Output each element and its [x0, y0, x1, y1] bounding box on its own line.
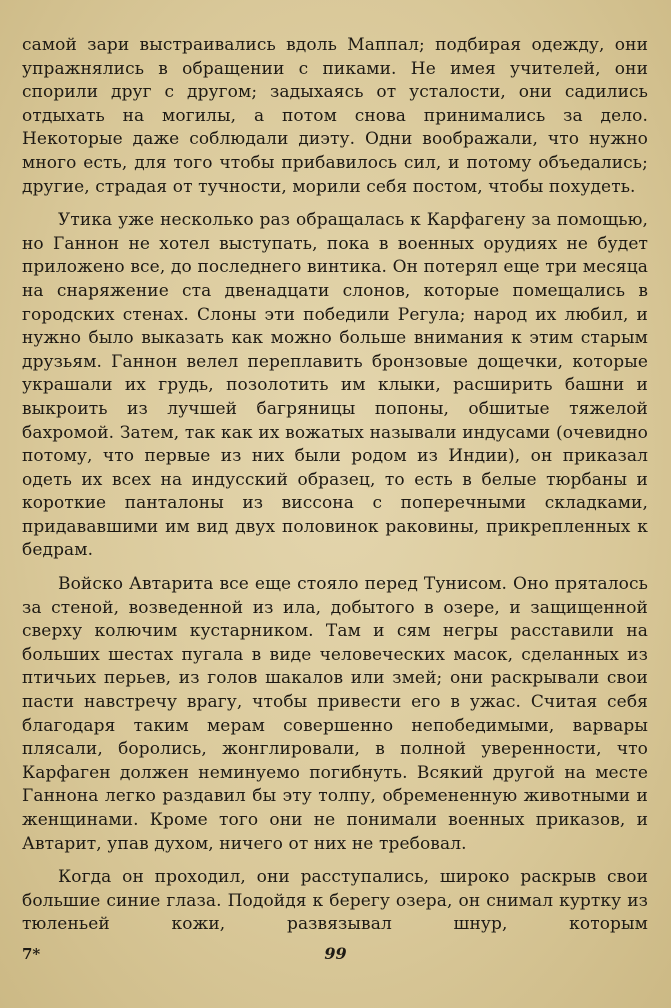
paragraph-3: Войско Автарита все еще стояло перед Тунисом. Оно пряталось за стеной, возведенной из ила, добытого в озере, и защищенной сверху колючим кустарником. Там и сям негры расставили на больших шестах пугала в виде человеческих масок, сделанных из птичьих перьев, из голов шакалов или змей; они раскрывали свои пасти навстречу врагу, чтобы привести его в ужас. Считая себя благодаря таким мерам совершенно непобедимыми, варвары плясали, боролись, жонглировали, в полной уверенности, что Карфаген должен неминуемо погибнуть. Всякий другой на месте Ганнона легко раздавил бы эту толпу, обремененную животными и женщинами. Кроме того они не понимали военных приказов, и Автарит, упав духом, ничего от них не требовал.	[22, 574, 648, 854]
paragraph-1: самой зари выстраивались вдоль Маппал; подбирая одежду, они упражнялись в обращении с пиками. Не имея учителей, они спорили друг с другом; задыхаясь от усталости, они садились отдыхать на могилы, а потом снова принимались за дело. Некоторые даже соблюдали диэту. Одни воображали, что нужно много есть, для того чтобы прибавилось сил, и потому объедались; другие, страдая от тучности, морили себя постом, чтобы похудеть.	[22, 35, 648, 197]
body-text	[22, 34, 648, 937]
printer-signature-mark: 7*	[22, 945, 41, 963]
paragraph-4: Когда он проходил, они расступались, широко раскрыв свои большие синие глаза. Подойдя к берегу озера, он снимал куртку из тюленьей кожи, развязывал шнур, которым	[22, 867, 648, 935]
paragraph-2: Утика уже несколько раз обращалась к Карфагену за помощью, но Ганнон не хотел выступать, пока в военных орудиях не будет приложено все, до последнего винтика. Он потерял еще три месяца на снаряжение ста двенадцати слонов, которые помещались в городских стенах. Слоны эти победили Регула; народ их любил, и нужно было выказать как можно больше внимания к этим старым друзьям. Ганнон велел переплавить бронзовые дощечки, которые украшали их грудь, позолотить им клыки, расширить башни и выкроить из лучшей багряницы попоны, обшитые тяжелой бахромой. Затем, так как их вожатых называли индусами (очевидно потому, что первые из них были родом из Индии), он приказал одеть их всех на индусский образец, то есть в белые тюрбаны и короткие панталоны из виссона с поперечными складками, придававшими им вид двух половинок раковины, прикрепленных к бедрам.	[22, 210, 648, 561]
page-number: 99	[324, 944, 347, 963]
